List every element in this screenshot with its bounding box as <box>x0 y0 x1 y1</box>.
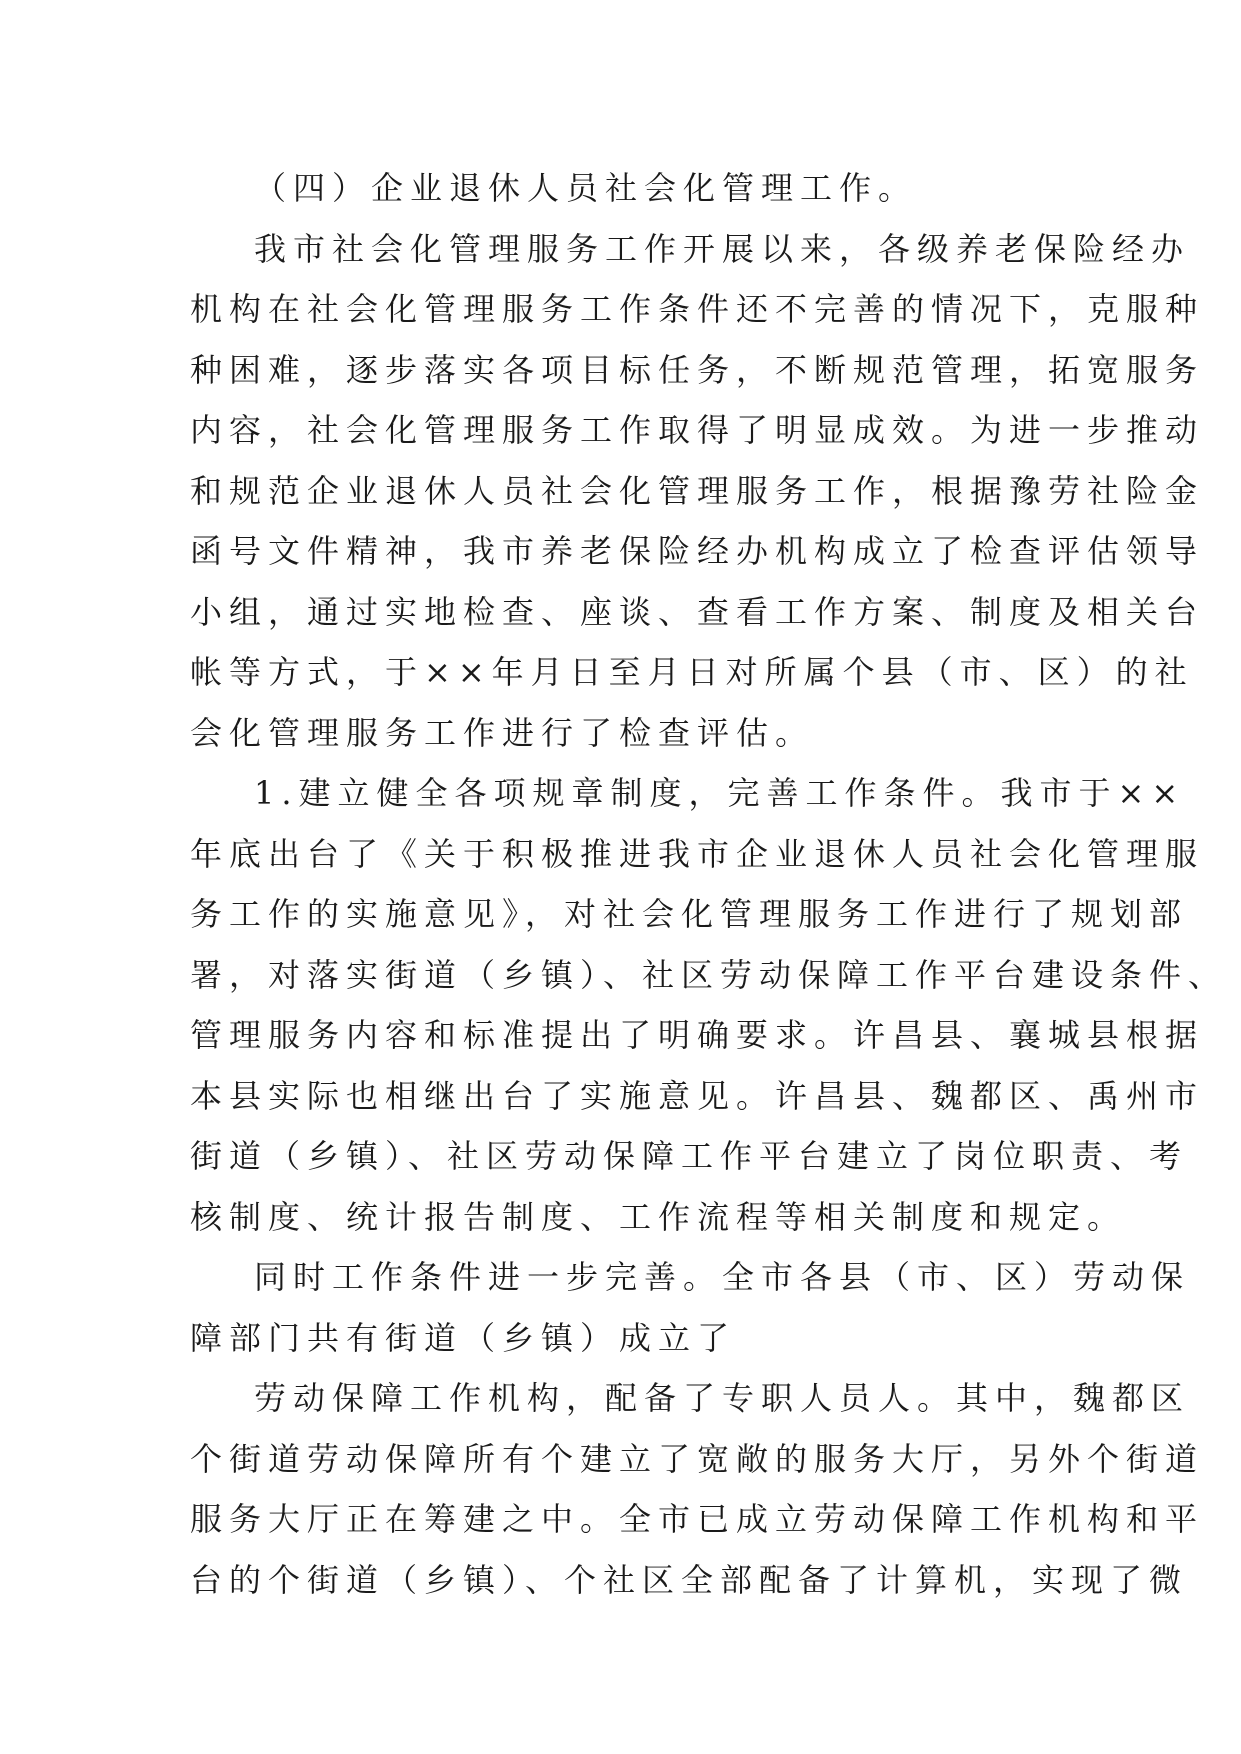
paragraph-line: 会化管理服务工作进行了检查评估。 <box>190 713 815 752</box>
paragraph-line: 服务大厅正在筹建之中。全市已成立劳动保障工作机构和平 <box>190 1500 1205 1538</box>
paragraph-line: 台的个街道（乡镇）、个社区全部配备了计算机，实现了微 <box>190 1560 1189 1599</box>
paragraph-line: 核制度、统计报告制度、工作流程等相关制度和规定。 <box>190 1197 1127 1236</box>
paragraph-line: 障部门共有街道（乡镇）成立了 <box>190 1318 737 1357</box>
paragraph-line: 管理服务内容和标准提出了明确要求。许昌县、襄城县根据 <box>190 1016 1205 1054</box>
paragraph-line: 同时工作条件进一步完善。全市各县（市、区）劳动保 <box>254 1258 1191 1296</box>
document-body <box>190 158 1228 1610</box>
paragraph-line: 函号文件精神，我市养老保险经办机构成立了检查评估领导 <box>190 532 1205 570</box>
paragraph-line: 街道（乡镇）、社区劳动保障工作平台建立了岗位职责、考 <box>190 1137 1189 1175</box>
paragraph-line: 我市社会化管理服务工作开展以来，各级养老保险经办 <box>254 229 1191 268</box>
paragraph-line: 和规范企业退休人员社会化管理服务工作，根据豫劳社险金 <box>190 471 1205 510</box>
paragraph-line: 内容，社会化管理服务工作取得了明显成效。为进一步推动 <box>190 411 1205 449</box>
paragraph-line: 种困难，逐步落实各项目标任务，不断规范管理，拓宽服务 <box>190 350 1205 389</box>
paragraph-line: 署，对落实街道（乡镇）、社区劳动保障工作平台建设条件、 <box>190 955 1228 994</box>
paragraph-line: 机构在社会化管理服务工作条件还不完善的情况下，克服种 <box>190 290 1205 328</box>
paragraph-line: 劳动保障工作机构，配备了专职人员人。其中，魏都区 <box>254 1379 1191 1417</box>
subsection-line: 1.建立健全各项规章制度，完善工作条件。我市于×× <box>254 774 1186 812</box>
paragraph-line: 本县实际也相继出台了实施意见。许昌县、魏都区、禹州市 <box>190 1076 1205 1115</box>
paragraph-line: 小组，通过实地检查、座谈、查看工作方案、制度及相关台 <box>190 592 1205 631</box>
paragraph-line: 帐等方式，于××年月日至月日对所属个县（市、区）的社 <box>190 653 1194 691</box>
paragraph-line: 年底出台了《关于积极推进我市企业退休人员社会化管理服 <box>190 834 1205 873</box>
paragraph-line: 个街道劳动保障所有个建立了宽敞的服务大厅，另外个街道 <box>190 1439 1205 1478</box>
paragraph-line: 务工作的实施意见》，对社会化管理服务工作进行了规划部 <box>190 895 1189 933</box>
section-heading: （四）企业退休人员社会化管理工作。 <box>254 169 918 207</box>
